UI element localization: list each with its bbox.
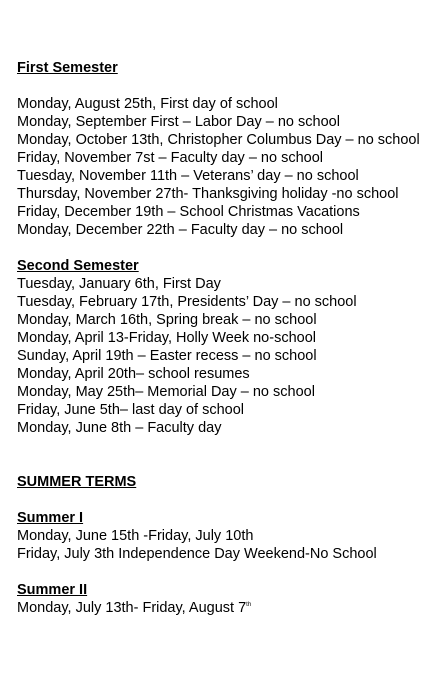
ordinal-suffix: th xyxy=(246,602,252,609)
first-semester-item: Thursday, November 27th- Thanksgiving holiday -no school xyxy=(17,186,399,202)
spacer xyxy=(17,77,422,95)
summer-2-heading: Summer II xyxy=(17,582,88,598)
second-semester-item: Tuesday, February 17th, Presidents’ Day – no school xyxy=(17,294,357,310)
first-semester-heading: First Semester xyxy=(17,60,118,76)
first-semester-item: Friday, November 7st – Faculty day – no school xyxy=(17,150,323,166)
summer-2-dates: Monday, July 13th- Friday, August 7 xyxy=(17,600,247,616)
spacer xyxy=(17,563,422,581)
second-semester-item: Sunday, April 19th – Easter recess – no school xyxy=(17,348,317,364)
second-semester-item: Monday, April 13-Friday, Holly Week no-school xyxy=(17,330,316,346)
second-semester-item: Monday, March 16th, Spring break – no school xyxy=(17,312,317,328)
second-semester-item: Monday, May 25th– Memorial Day – no school xyxy=(17,384,315,400)
summer-1-heading: Summer I xyxy=(17,510,84,526)
spacer xyxy=(17,491,422,509)
second-semester-heading: Second Semester xyxy=(17,258,139,274)
summer-terms-heading: SUMMER TERMS xyxy=(17,474,137,490)
first-semester-item: Monday, August 25th, First day of school xyxy=(17,96,278,112)
summer-1-item: Friday, July 3th Independence Day Weekend-No School xyxy=(17,546,377,562)
first-semester-item: Monday, October 13th, Christopher Columbus Day – no school xyxy=(17,132,420,148)
spacer xyxy=(17,239,422,257)
school-calendar-document xyxy=(17,59,422,617)
spacer xyxy=(17,437,422,473)
second-semester-item: Friday, June 5th– last day of school xyxy=(17,402,245,418)
summer-2-item xyxy=(17,599,422,617)
first-semester-item: Monday, September First – Labor Day – no school xyxy=(17,114,340,130)
second-semester-item: Tuesday, January 6th, First Day xyxy=(17,276,221,292)
first-semester-item: Monday, December 22th – Faculty day – no school xyxy=(17,222,344,238)
first-semester-item: Friday, December 19th – School Christmas Vacations xyxy=(17,204,360,220)
summer-1-item: Monday, June 15th -Friday, July 10th xyxy=(17,528,254,544)
second-semester-item: Monday, April 20th– school resumes xyxy=(17,366,250,382)
second-semester-item: Monday, June 8th – Faculty day xyxy=(17,420,222,436)
first-semester-item: Tuesday, November 11th – Veterans’ day – no school xyxy=(17,168,359,184)
